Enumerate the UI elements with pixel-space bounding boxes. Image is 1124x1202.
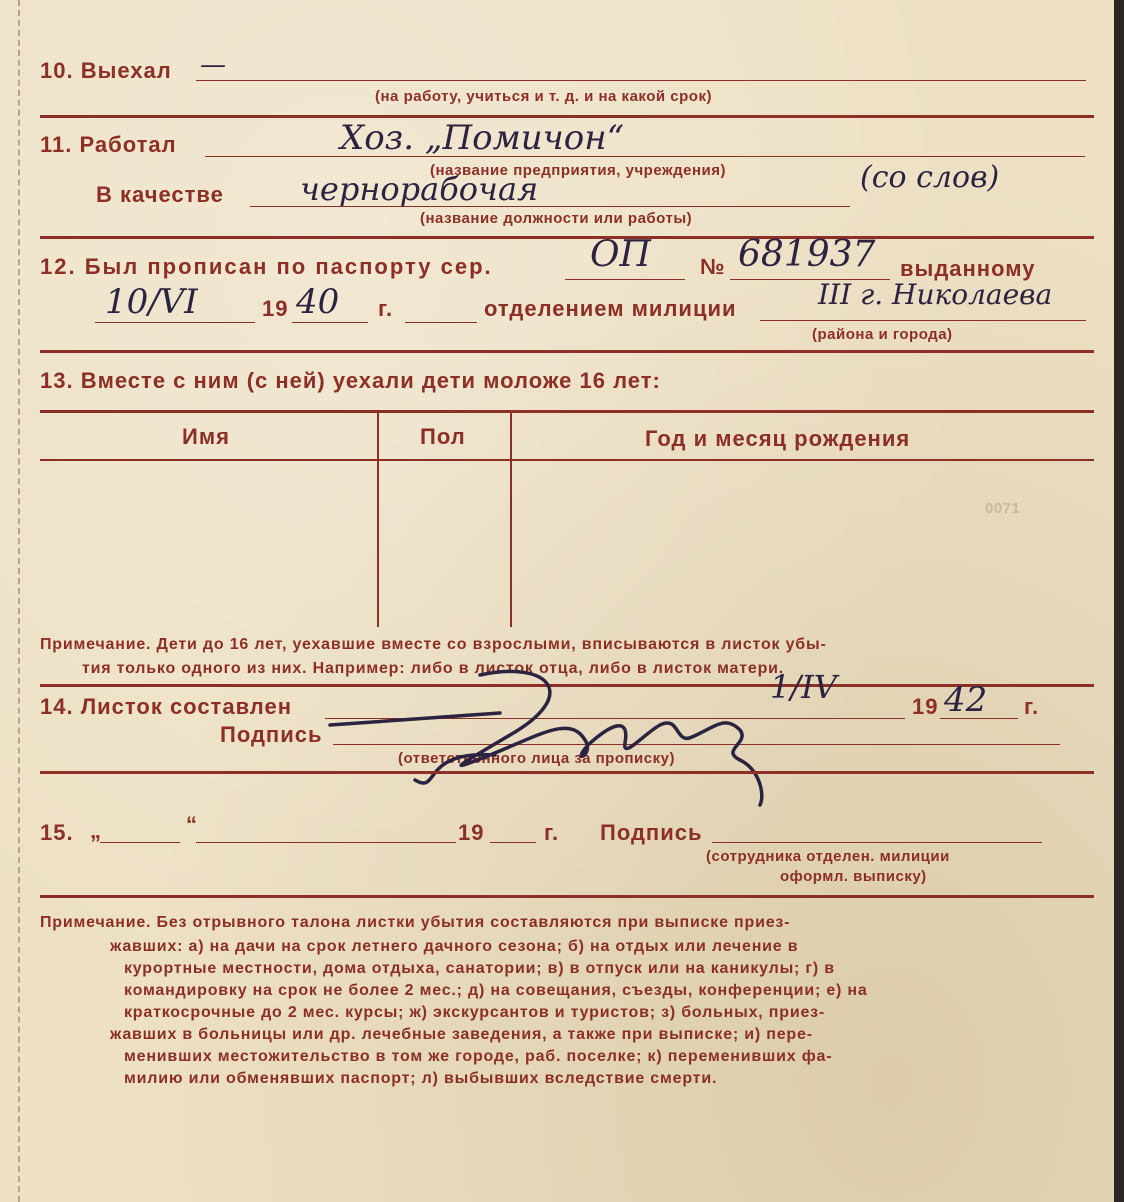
field-15-year-unit: г. xyxy=(544,820,560,845)
note-2-line: милию или обменявших паспорт; л) выбывших вследствие смерти. xyxy=(124,1070,718,1087)
note-2-line: жавших в больницы или др. лечебные заведения, а также при выписке; и) пере- xyxy=(110,1026,813,1043)
field-15-quote-close: “ xyxy=(186,812,198,837)
field-12-blank-line xyxy=(405,322,477,323)
field-11-role-note: (со слов) xyxy=(860,160,1000,195)
field-11-hint: (название предприятия, учреждения) xyxy=(430,162,727,179)
field-14-date: 1/IV xyxy=(770,668,837,706)
field-15-label: 15. xyxy=(40,820,74,845)
field-13-label: 13. Вместе с ним (с ней) уехали дети моложе 16 лет: xyxy=(40,368,661,393)
field-12-issued-label: выданному xyxy=(900,256,1036,281)
field-12-label: 12. Был прописан по паспорту сер. xyxy=(40,254,493,279)
field-10-hint: (на работу, учиться и т. д. и на какой срок) xyxy=(375,88,712,105)
field-11-role-hint: (название должности или работы) xyxy=(420,210,693,227)
field-15-year-line xyxy=(490,842,536,843)
field-14-year-line xyxy=(940,718,1018,719)
field-11-role-label: В качестве xyxy=(96,182,224,207)
children-table-header-rule xyxy=(40,459,1094,461)
field-12-series: ОП xyxy=(590,234,651,275)
field-15-year-prefix: 19 xyxy=(458,820,485,845)
field-15-month-line xyxy=(196,842,456,843)
children-table-col-divider xyxy=(510,412,512,627)
field-11-role-value: чернорабочая xyxy=(300,170,539,208)
field-14-label: 14. Листок составлен xyxy=(40,694,293,719)
field-15-sign-line xyxy=(712,842,1042,843)
note-2-line: жавших: а) на дачи на срок летнего дачного сезона; б) на отдых или лечение в xyxy=(110,938,799,955)
children-table-header-name: Имя xyxy=(182,424,230,449)
field-10-value: — xyxy=(200,50,226,80)
children-table-header-sex: Пол xyxy=(420,424,466,449)
field-11-value: Хоз. „Помичон“ xyxy=(340,118,625,158)
field-14-sign-label: Подпись xyxy=(220,722,323,747)
section-divider xyxy=(40,771,1094,774)
note-2-line: менивших местожительство в том же городе, раб. поселке; к) переменивших фа- xyxy=(124,1048,833,1065)
stamp-mark: 0071 xyxy=(985,500,1021,517)
perforation-edge xyxy=(0,0,20,1202)
field-12-year-unit: г. xyxy=(378,296,394,321)
field-15-hint-line-1: (сотрудника отделен. милиции xyxy=(706,848,950,865)
field-11-role-line xyxy=(250,206,850,207)
field-11-label: 11. Работал xyxy=(40,132,177,157)
note-1-line-1: Примечание. Дети до 16 лет, уехавшие вместе со взрослыми, вписываются в листок убы- xyxy=(40,636,827,653)
field-10-line xyxy=(196,80,1086,81)
field-12-police-hint: (района и города) xyxy=(812,326,953,343)
note-2-line: командировку на срок не более 2 мес.; д) на совещания, съезды, конференции; е) на xyxy=(124,982,868,999)
field-12-no-label: № xyxy=(700,254,726,279)
section-divider xyxy=(40,350,1094,353)
field-12-police-line xyxy=(760,320,1086,321)
field-12-police-label: отделением милиции xyxy=(484,296,737,321)
field-15-quote-open: „ xyxy=(90,818,102,843)
note-2-line: курортные местности, дома отдыха, санатории; в) в отпуск или на каникулы; г) в xyxy=(124,960,835,977)
field-14-sign-hint: (ответственного лица за прописку) xyxy=(398,750,675,767)
field-15-sign-label: Подпись xyxy=(600,820,703,845)
field-12-date-line xyxy=(95,322,255,323)
note-1-line-2: тия только одного из них. Например: либо в листок отца, либо в листок матери. xyxy=(82,660,785,677)
field-14-year-prefix: 19 xyxy=(912,694,939,719)
section-divider xyxy=(40,236,1094,239)
children-table-col-divider xyxy=(377,412,379,627)
children-table-header-birth: Год и месяц рождения xyxy=(645,426,911,451)
field-15-day-line xyxy=(100,842,180,843)
field-15-hint-line-2: оформл. выписку) xyxy=(780,868,927,885)
field-14-year-suffix: 42 xyxy=(944,680,988,720)
children-table-top xyxy=(40,410,1094,413)
field-12-year-line xyxy=(292,322,368,323)
field-10-label: 10. Выехал xyxy=(40,58,172,83)
field-12-number: 681937 xyxy=(738,234,876,275)
note-2-line: краткосрочные до 2 мес. курсы; ж) экскурсантов и туристов; з) больных, приез- xyxy=(124,1004,826,1021)
field-14-year-unit: г. xyxy=(1024,694,1040,719)
handwritten-signature xyxy=(320,655,780,815)
field-12-year-suffix: 40 xyxy=(296,282,340,322)
note-2-line: Примечание. Без отрывного талона листки убытия составляются при выписке приез- xyxy=(40,914,791,931)
field-12-police-value: III г. Николаева xyxy=(818,278,1053,311)
field-12-series-line xyxy=(565,279,685,280)
section-divider xyxy=(40,895,1094,898)
field-12-date: 10/VI xyxy=(105,282,198,322)
field-11-line xyxy=(205,156,1085,157)
field-12-year-prefix: 19 xyxy=(262,296,289,321)
